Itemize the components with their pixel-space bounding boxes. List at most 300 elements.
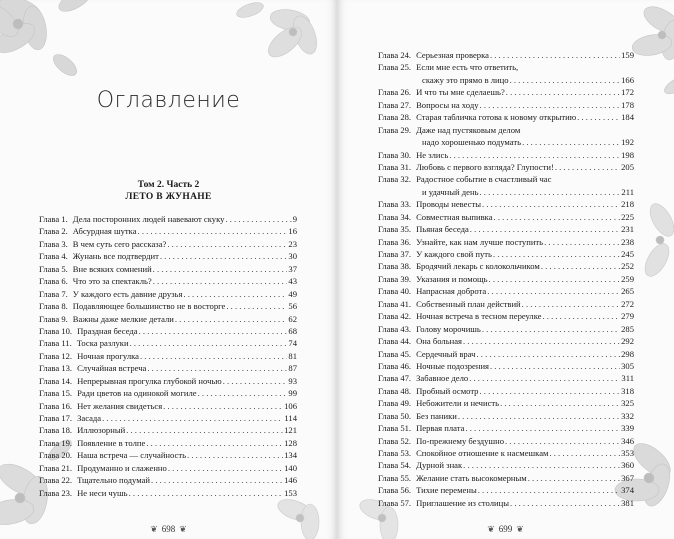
toc-list-left (39, 213, 297, 499)
chapter-page-number: 114 (284, 413, 297, 423)
chapter-label: Глава 39. (378, 273, 412, 284)
chapter-title: Ночная прогулка (77, 350, 139, 361)
toc-entry (39, 213, 297, 225)
chapter-page-number: 225 (621, 211, 634, 222)
flower-icon (230, 0, 337, 70)
chapter-title: Сердечный врач (416, 348, 476, 359)
chapter-title: Серьезная проверка (416, 50, 489, 60)
chapter-title: Не неси чушь (77, 487, 128, 498)
dot-leader (505, 435, 620, 447)
dot-leader (482, 323, 620, 335)
chapter-label: Глава 21. (39, 462, 73, 473)
dot-leader (102, 412, 283, 424)
toc-entry (378, 285, 634, 297)
dot-leader (544, 236, 620, 248)
chapter-label: Глава 35. (378, 224, 412, 235)
chapter-label: Глава 27. (378, 99, 412, 110)
chapter-page-number: 134 (284, 450, 297, 461)
chapter-title: Узнайте, как нам лучше поступить (416, 236, 544, 247)
chapter-page-number: 259 (621, 273, 634, 284)
chapter-label: Глава 41. (378, 298, 412, 309)
toc-entry (378, 422, 634, 434)
toc-entry (378, 236, 634, 248)
chapter-label: Глава 24. (378, 50, 412, 60)
toc-entry (39, 325, 297, 337)
chapter-page-number: 238 (621, 236, 634, 247)
dot-leader (469, 372, 620, 384)
chapter-title: Старая табличка готова к новому открытию (416, 112, 577, 123)
part-heading: ЛЕТО В ЖУНАНЕ (125, 192, 212, 202)
chapter-label: Глава 15. (39, 388, 73, 399)
toc-entry (39, 250, 297, 262)
toc-entry (378, 49, 634, 61)
dot-leader (494, 211, 621, 223)
chapter-title: Появление в толпе (77, 437, 146, 448)
dot-leader (510, 497, 620, 509)
dot-leader (225, 213, 291, 225)
chapter-page-number: 81 (288, 350, 297, 361)
chapter-title: Тихие перемены (416, 485, 477, 496)
chapter-title: Пробный осмотр (416, 385, 479, 396)
chapter-page-number: 285 (621, 323, 634, 334)
chapter-title: Пьяная беседа (416, 224, 469, 235)
toc-entry (39, 300, 297, 312)
volume-heading: Том 2. Часть 2 (137, 180, 200, 190)
chapter-label: Глава 53. (378, 448, 412, 458)
chapter-title: и удачный день (422, 186, 479, 197)
dot-leader (506, 86, 620, 98)
chapter-title: Ради цветов на одинокой могиле (77, 388, 197, 399)
toc-entry (39, 424, 297, 436)
toc-entry (378, 161, 634, 173)
chapter-title: Небожители и нечисть (416, 398, 500, 409)
chapter-title: У каждого есть давние друзья (72, 288, 183, 299)
dot-leader (489, 273, 621, 285)
chapter-page-number: 23 (288, 238, 297, 249)
chapter-page-number: 252 (621, 261, 634, 272)
dot-leader (541, 260, 620, 272)
chapter-label: Глава 45. (378, 348, 412, 359)
toc-entry (378, 360, 634, 372)
chapter-title: Продуманно и слаженно (77, 462, 167, 473)
chapter-title: Без паники (416, 410, 457, 421)
chapter-label: Глава 46. (378, 360, 412, 371)
chapter-label: Глава 40. (378, 286, 412, 297)
chapter-title: Спокойное отношение к насмешкам (416, 448, 549, 458)
chapter-title: Непрерывная прогулка глубокой ночью (77, 375, 222, 386)
chapter-title: Тоска разлуки (76, 338, 129, 349)
toc-entry (378, 124, 634, 136)
chapter-page-number: 74 (288, 338, 297, 349)
chapter-label: Глава 3. (39, 238, 68, 249)
page-title: Оглавление (96, 88, 241, 113)
toc-entry (378, 61, 634, 73)
chapter-title: Дела посторонних людей навевают скуку (72, 214, 225, 224)
chapter-label: Глава 1. (39, 214, 68, 224)
dot-leader (129, 487, 284, 499)
chapter-title: Дурной знак (416, 460, 463, 471)
chapter-page-number: 265 (621, 286, 634, 297)
chapter-page-number: 9 (292, 214, 297, 224)
dot-leader (500, 397, 620, 409)
chapter-title: Не злись (416, 149, 449, 160)
toc-entry (39, 288, 297, 300)
toc-entry (39, 449, 297, 461)
chapter-page-number: 159 (621, 50, 634, 60)
dot-leader (151, 474, 283, 486)
toc-entry (39, 375, 297, 387)
chapter-label: Глава 6. (39, 276, 68, 287)
dot-leader (130, 337, 288, 349)
chapter-page-number: 381 (621, 497, 634, 508)
dot-leader (458, 410, 620, 422)
chapter-title: Желание стать высокомерным (416, 472, 527, 483)
right-page (337, 0, 674, 539)
toc-entry (378, 273, 634, 285)
chapter-title: Ночные подозрения (416, 360, 489, 371)
chapter-page-number: 205 (621, 161, 634, 172)
toc-entry (39, 412, 297, 424)
chapter-label: Глава 11. (39, 338, 72, 349)
chapter-title: Важны даже мелкие детали (72, 313, 174, 324)
chapter-label: Глава 22. (39, 475, 73, 486)
dot-leader (198, 387, 288, 399)
chapter-label: Глава 34. (378, 211, 412, 222)
folio-number: 698 (161, 524, 176, 534)
chapter-page-number: 93 (288, 375, 297, 386)
chapter-page-number: 353 (621, 448, 634, 458)
chapter-page-number: 140 (284, 462, 297, 473)
chapter-label: Глава 55. (378, 472, 412, 483)
chapter-page-number: 305 (621, 360, 634, 371)
chapter-page-number: 218 (621, 199, 634, 210)
chapter-label: Глава 17. (39, 413, 73, 423)
dot-leader (522, 136, 620, 148)
chapter-title: Случайная встреча (77, 363, 147, 374)
chapter-label: Глава 5. (39, 263, 68, 274)
fleuron-icon: ❦ (179, 525, 187, 535)
dot-leader (175, 313, 288, 325)
chapter-page-number: 279 (621, 311, 634, 322)
chapter-page-number: 346 (621, 435, 634, 446)
toc-entry (378, 248, 634, 260)
toc-entry (39, 313, 297, 325)
dot-leader (555, 161, 620, 173)
chapter-page-number: 49 (288, 288, 297, 299)
chapter-title: Приглашение из столицы (416, 497, 510, 508)
chapter-title: Тщательно подумай (77, 475, 151, 486)
dot-leader (138, 225, 288, 237)
chapter-title: Подавляющее большинство не в восторге (72, 301, 226, 312)
page-number (0, 524, 337, 535)
fleuron-icon: ❦ (516, 525, 524, 535)
toc-entry (39, 238, 297, 250)
chapter-label: Глава 25. (378, 62, 412, 73)
dot-leader (479, 385, 620, 397)
chapter-page-number: 146 (284, 475, 297, 486)
chapter-title: Радостное событие в счастливый час (416, 174, 552, 185)
chapter-page-number: 153 (284, 487, 297, 498)
chapter-label: Глава 37. (378, 249, 412, 259)
toc-entry (39, 263, 297, 275)
chapter-page-number: 231 (621, 224, 634, 235)
chapter-page-number: 332 (621, 410, 634, 421)
toc-entry (378, 111, 634, 123)
toc-entry (378, 447, 634, 459)
folio-number: 699 (498, 524, 513, 534)
chapter-title: Проводы невесты (416, 199, 482, 210)
chapter-label: Глава 43. (378, 323, 412, 334)
chapter-page-number: 30 (288, 251, 297, 262)
chapter-label: Глава 29. (378, 124, 412, 135)
chapter-page-number: 318 (621, 385, 634, 396)
chapter-label: Глава 23. (39, 487, 73, 498)
dot-leader (183, 288, 287, 300)
chapter-label: Глава 14. (39, 375, 73, 386)
toc-entry (378, 435, 634, 447)
chapter-page-number: 360 (621, 460, 634, 471)
chapter-page-number: 298 (621, 348, 634, 359)
chapter-label: Глава 31. (378, 161, 412, 172)
chapter-page-number: 87 (288, 363, 297, 374)
chapter-label: Глава 20. (39, 450, 73, 461)
dot-leader (163, 400, 283, 412)
dot-leader (139, 325, 288, 337)
chapter-page-number: 374 (621, 485, 634, 496)
toc-entry (39, 362, 297, 374)
toc-entry (378, 260, 634, 272)
toc-entry (378, 86, 634, 98)
dot-leader (522, 298, 620, 310)
chapter-title: Совместная выпивка (416, 211, 493, 222)
toc-entry (378, 198, 634, 210)
chapter-title: Голову морочишь (416, 323, 481, 334)
chapter-title: Наша встреча — случайность (77, 450, 187, 461)
chapter-title: Что это за спектакль? (72, 276, 152, 287)
dot-leader (470, 223, 620, 235)
toc-entry (378, 149, 634, 161)
dot-leader (153, 275, 288, 287)
toc-entry (378, 173, 634, 185)
chapter-label: Глава 54. (378, 460, 412, 471)
chapter-label: Глава 19. (39, 437, 73, 448)
chapter-page-number: 211 (621, 186, 634, 197)
chapter-page-number: 198 (621, 149, 634, 160)
toc-entry (378, 211, 634, 223)
chapter-label: Глава 52. (378, 435, 412, 446)
chapter-label: Глава 16. (39, 400, 73, 411)
chapter-label: Глава 28. (378, 112, 412, 123)
toc-entry (378, 99, 634, 111)
dot-leader (463, 335, 620, 347)
chapter-page-number: 16 (288, 226, 297, 237)
chapter-page-number: 325 (621, 398, 634, 409)
chapter-title: Собственный план действий (416, 298, 521, 309)
chapter-label: Глава 32. (378, 174, 412, 185)
dot-leader (542, 310, 620, 322)
flower-icon (627, 180, 674, 300)
chapter-title: Указания и помощь (416, 273, 488, 284)
dot-leader (493, 248, 620, 260)
toc-entry (39, 275, 297, 287)
chapter-page-number: 56 (288, 301, 297, 312)
dot-leader (490, 49, 620, 61)
dot-leader (549, 447, 620, 459)
chapter-title: Абсурдная шутка (72, 226, 137, 237)
chapter-title: Засада (77, 413, 102, 423)
chapter-label: Глава 9. (39, 313, 68, 324)
chapter-label: Глава 2. (39, 226, 68, 237)
chapter-title: Вопросы на ходу (416, 99, 479, 110)
toc-entry (39, 462, 297, 474)
dot-leader (168, 462, 283, 474)
chapter-title: Бродячий лекарь с колокольчиком (416, 261, 540, 272)
toc-entry (378, 385, 634, 397)
chapter-title: По-прежнему бездушно (416, 435, 504, 446)
dot-leader (140, 350, 287, 362)
chapter-label: Глава 50. (378, 410, 412, 421)
dot-leader (510, 74, 621, 86)
toc-entry (378, 298, 634, 310)
chapter-page-number: 43 (288, 276, 297, 287)
chapter-page-number: 292 (621, 336, 634, 347)
chapter-title: Нет желания свидеться (77, 400, 163, 411)
dot-leader (480, 99, 621, 111)
chapter-title: Вне всяких сомнений (72, 263, 152, 274)
dot-leader (482, 198, 620, 210)
chapter-title: Ночная встреча в тесном переулке (416, 311, 542, 322)
toc-entry (378, 397, 634, 409)
chapter-label: Глава 26. (378, 87, 412, 98)
chapter-title: Даже над пустяковым делом (416, 124, 521, 135)
chapter-page-number: 68 (288, 325, 297, 336)
toc-entry (378, 335, 634, 347)
flower-icon (0, 0, 100, 90)
chapter-title: Иллюзорный (77, 425, 126, 436)
dot-leader (167, 238, 287, 250)
fleuron-icon: ❦ (487, 525, 495, 535)
toc-entry (39, 337, 297, 349)
toc-entry (39, 487, 297, 499)
chapter-page-number: 272 (621, 298, 634, 309)
dot-leader (528, 472, 620, 484)
toc-entry (39, 387, 297, 399)
chapter-page-number: 37 (288, 263, 297, 274)
chapter-title: Первая плата (416, 423, 465, 434)
toc-entry (378, 136, 634, 148)
chapter-title: надо хорошенько подумать (422, 137, 522, 148)
chapter-label: Глава 33. (378, 199, 412, 210)
chapter-page-number: 106 (284, 400, 297, 411)
chapter-label: Глава 7. (39, 288, 68, 299)
chapter-page-number: 99 (288, 388, 297, 399)
dot-leader (153, 263, 288, 275)
dot-leader (480, 186, 621, 198)
fleuron-icon: ❦ (150, 525, 158, 535)
chapter-label: Глава 57. (378, 497, 412, 508)
dot-leader (577, 111, 620, 123)
dot-leader (476, 348, 620, 360)
toc-entry (378, 223, 634, 235)
chapter-title: Любовь с первого взгляда? Глупости! (416, 161, 554, 172)
chapter-title: У каждого свой путь (416, 249, 492, 259)
toc-entry (378, 410, 634, 422)
chapter-label: Глава 48. (378, 385, 412, 396)
chapter-page-number: 184 (621, 112, 634, 123)
chapter-label: Глава 42. (378, 311, 412, 322)
chapter-title: Напрасная доброта (416, 286, 487, 297)
chapter-page-number: 121 (284, 425, 297, 436)
chapter-label: Глава 4. (39, 251, 68, 262)
chapter-title: Если мне есть что ответить, (416, 62, 519, 73)
toc-entry (378, 74, 634, 86)
chapter-page-number: 311 (621, 373, 634, 384)
toc-entry (39, 350, 297, 362)
dot-leader (147, 362, 287, 374)
chapter-label: Глава 47. (378, 373, 412, 384)
chapter-page-number: 367 (621, 472, 634, 483)
toc-entry (378, 310, 634, 322)
chapter-label: Глава 12. (39, 350, 73, 361)
dot-leader (449, 149, 620, 161)
toc-entry (39, 474, 297, 486)
chapter-title: И что ты мне сделаешь? (416, 87, 505, 98)
chapter-label: Глава 44. (378, 336, 412, 347)
dot-leader (187, 449, 283, 461)
dot-leader (223, 375, 288, 387)
chapter-title: В чем суть сего рассказа? (72, 238, 167, 249)
dot-leader (146, 437, 283, 449)
toc-entry (39, 437, 297, 449)
chapter-title: Праздная беседа (77, 325, 138, 336)
chapter-label: Глава 38. (378, 261, 412, 272)
chapter-page-number: 178 (621, 99, 634, 110)
chapter-page-number: 172 (621, 87, 634, 98)
page-number (337, 524, 674, 535)
chapter-title: скажу это прямо в лицо (422, 74, 509, 85)
chapter-page-number: 62 (288, 313, 297, 324)
chapter-label: Глава 13. (39, 363, 73, 374)
chapter-label: Глава 36. (378, 236, 412, 247)
toc-entry (378, 372, 634, 384)
chapter-title: Она больная (416, 336, 462, 347)
chapter-page-number: 339 (621, 423, 634, 434)
chapter-page-number: 192 (621, 137, 634, 148)
dot-leader (490, 360, 620, 372)
dot-leader (126, 424, 283, 436)
chapter-title: Забавное дело (416, 373, 469, 384)
toc-entry (378, 472, 634, 484)
dot-leader (463, 459, 620, 471)
toc-entry (39, 400, 297, 412)
toc-entry (378, 323, 634, 335)
chapter-label: Глава 10. (39, 325, 73, 336)
chapter-label: Глава 49. (378, 398, 412, 409)
dot-leader (160, 250, 288, 262)
toc-entry (378, 348, 634, 360)
dot-leader (465, 422, 620, 434)
chapter-page-number: 128 (284, 437, 297, 448)
toc-entry (39, 225, 297, 237)
toc-entry (378, 459, 634, 471)
chapter-page-number: 245 (621, 249, 634, 259)
chapter-title: Жунань все подтвердит (72, 251, 159, 262)
chapter-label: Глава 8. (39, 301, 68, 312)
chapter-label: Глава 56. (378, 485, 412, 496)
toc-entry (378, 497, 634, 509)
toc-entry (378, 186, 634, 198)
chapter-label: Глава 18. (39, 425, 73, 436)
